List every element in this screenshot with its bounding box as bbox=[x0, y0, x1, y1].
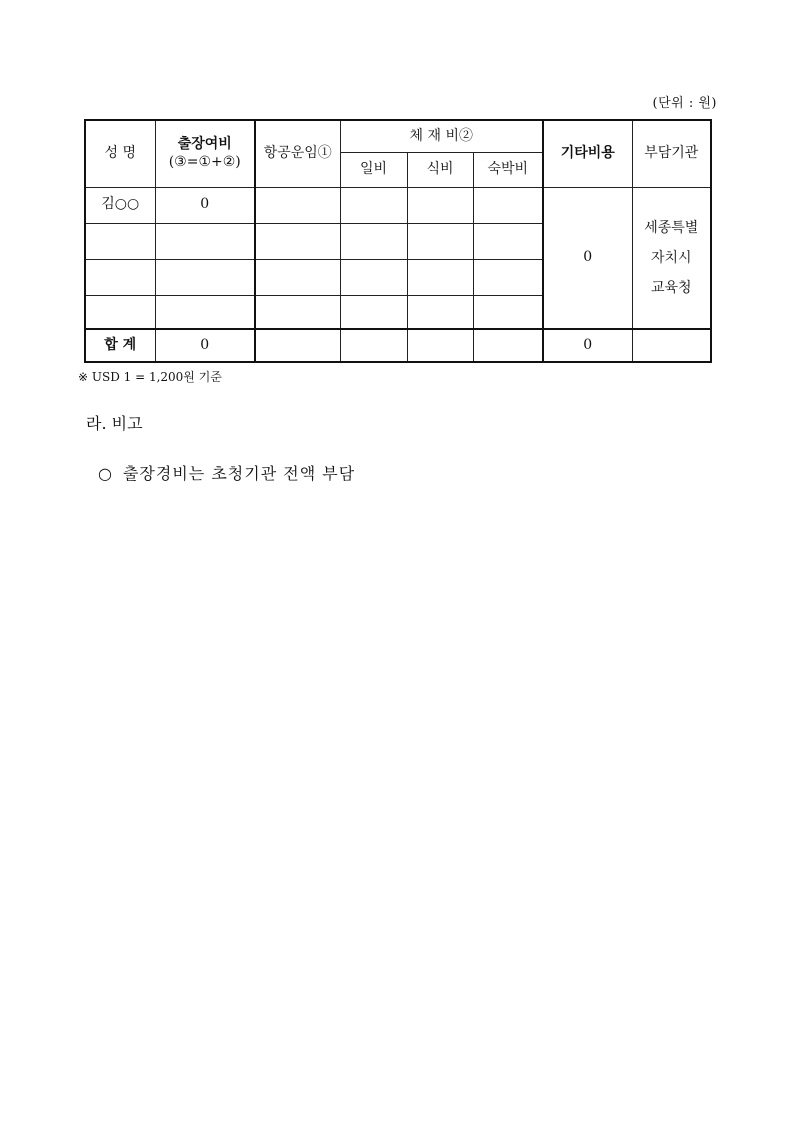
row-meal bbox=[407, 259, 473, 295]
total-daily bbox=[340, 329, 407, 362]
header-airfare: 항공운임① bbox=[255, 120, 340, 187]
row-airfare bbox=[255, 259, 340, 295]
exchange-rate-note: ※ USD 1 = 1,200원 기준 bbox=[78, 370, 222, 384]
row-name bbox=[85, 295, 155, 329]
row-meal bbox=[407, 187, 473, 223]
table-row bbox=[85, 187, 711, 223]
unit-label: (단위 : 원) bbox=[652, 96, 717, 111]
row-lodging bbox=[473, 259, 543, 295]
row-daily bbox=[340, 187, 407, 223]
agency-value bbox=[632, 187, 711, 329]
header-daily: 일비 bbox=[340, 152, 407, 187]
remark-text: 출장경비는 초청기관 전액 부담 bbox=[122, 464, 356, 483]
row-daily bbox=[340, 295, 407, 329]
row-travel-cost: 0 bbox=[155, 187, 255, 223]
row-lodging bbox=[473, 223, 543, 259]
row-name bbox=[85, 223, 155, 259]
header-row-1 bbox=[85, 120, 711, 152]
header-meal: 식비 bbox=[407, 152, 473, 187]
circle-bullet-icon: ○ bbox=[98, 464, 113, 483]
row-name bbox=[85, 259, 155, 295]
section-title: 라. 비고 bbox=[86, 414, 143, 433]
total-other-cost: 0 bbox=[543, 329, 632, 362]
row-lodging bbox=[473, 295, 543, 329]
row-airfare bbox=[255, 295, 340, 329]
total-label: 합 계 bbox=[85, 329, 155, 362]
travel-expense-table bbox=[84, 119, 712, 363]
row-daily bbox=[340, 223, 407, 259]
row-travel-cost bbox=[155, 259, 255, 295]
other-cost-value: 0 bbox=[543, 187, 632, 329]
header-other-cost: 기타비용 bbox=[543, 120, 632, 187]
row-airfare bbox=[255, 223, 340, 259]
agency-line: 세종특별 bbox=[644, 219, 699, 236]
header-travel-cost bbox=[155, 120, 255, 187]
header-agency: 부담기관 bbox=[632, 120, 711, 187]
row-meal bbox=[407, 223, 473, 259]
row-airfare bbox=[255, 187, 340, 223]
row-name: 김○○ bbox=[85, 187, 155, 223]
total-agency bbox=[632, 329, 711, 362]
row-travel-cost bbox=[155, 295, 255, 329]
total-row bbox=[85, 329, 711, 362]
header-lodging: 숙박비 bbox=[473, 152, 543, 187]
header-stay-cost: 체 재 비② bbox=[340, 120, 543, 152]
row-daily bbox=[340, 259, 407, 295]
row-lodging bbox=[473, 187, 543, 223]
agency-line: 교육청 bbox=[650, 279, 692, 296]
row-travel-cost bbox=[155, 223, 255, 259]
header-travel-formula: (③=①+②) bbox=[168, 153, 241, 170]
agency-line: 자치시 bbox=[650, 249, 692, 266]
remark-bullet bbox=[98, 461, 355, 484]
header-travel-cost-label: 출장여비 bbox=[177, 136, 232, 153]
total-lodging bbox=[473, 329, 543, 362]
header-name: 성 명 bbox=[85, 120, 155, 187]
total-airfare bbox=[255, 329, 340, 362]
total-travel-cost: 0 bbox=[155, 329, 255, 362]
total-meal bbox=[407, 329, 473, 362]
row-meal bbox=[407, 295, 473, 329]
